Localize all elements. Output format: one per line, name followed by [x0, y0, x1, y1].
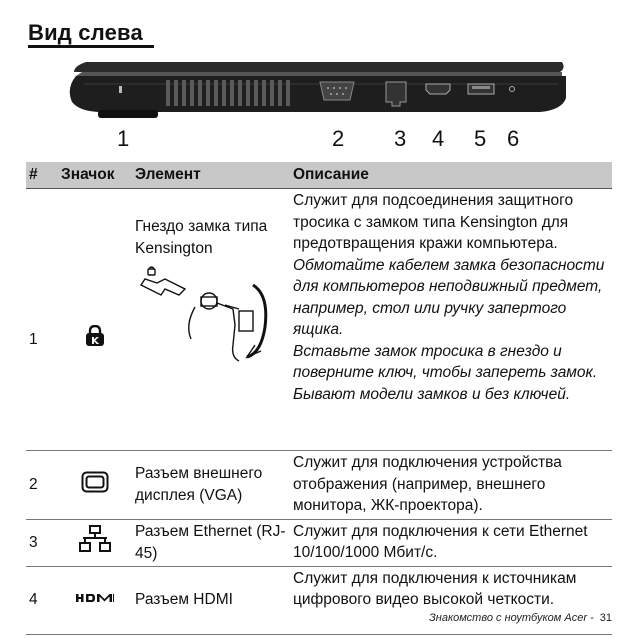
row-icon-cell: [58, 566, 132, 634]
row-element: Гнездо замка типа Kensington: [135, 218, 268, 257]
row-element: Разъем Ethernet (RJ-45): [132, 519, 290, 566]
row-element: Разъем внешнего дисплея (VGA): [132, 451, 290, 520]
row-description-note: Обмотайте кабелем замка безопасности для компьютеров неподвижный предмет, например, стол или ручку запертого ящика.: [293, 256, 605, 338]
row-icon-cell: [58, 189, 132, 451]
row-num: 4: [26, 566, 58, 634]
callout-5: 5: [474, 126, 487, 151]
callout-6: 6: [507, 126, 520, 151]
laptop-left-side-illustration: [62, 58, 572, 124]
table-header-row: [26, 162, 612, 189]
row-element-cell: [132, 189, 290, 451]
ports-table: [26, 162, 612, 635]
page-number: 31: [599, 612, 612, 624]
callout-3: 3: [394, 126, 407, 151]
table-row: [26, 519, 612, 566]
kensington-cable-illustration: [135, 265, 275, 365]
hdmi-logo-icon: [76, 592, 114, 604]
header-icon: Значок: [58, 162, 132, 189]
row-icon-cell: [58, 451, 132, 520]
row-description-note: Бывают модели замков и без ключей.: [293, 385, 571, 403]
kensington-lock-icon: [85, 325, 105, 347]
row-description-cell: [290, 189, 612, 451]
vga-port-icon: [81, 471, 109, 493]
page-footer: [429, 612, 612, 624]
callout-2: 2: [332, 126, 345, 151]
row-element: Разъем HDMI: [132, 566, 290, 634]
svg-text:K: K: [91, 336, 99, 348]
header-num: #: [26, 162, 58, 189]
footer-text: Знакомство с ноутбуком Acer -: [429, 612, 594, 624]
table-row: [26, 451, 612, 520]
callout-1: 1: [117, 126, 130, 151]
row-description: Служит для подключения устройства отображения (например, внешнего монитора, ЖК-проектора).: [290, 451, 612, 520]
row-description-note: Вставьте замок тросика в гнездо и поверните ключ, чтобы запереть замок.: [293, 342, 598, 381]
row-num: 1: [26, 189, 58, 451]
title-underline: [28, 45, 154, 48]
row-num: 2: [26, 451, 58, 520]
header-description: Описание: [290, 162, 612, 189]
section-title: Вид слева: [28, 20, 143, 45]
row-icon-cell: [58, 519, 132, 566]
row-num: 3: [26, 519, 58, 566]
row-description: Служит для подсоединения защитного тросика с замком типа Kensington для предотвращения кражи компьютера.: [293, 192, 574, 252]
table-row: [26, 189, 612, 451]
ethernet-network-icon: [79, 525, 111, 553]
figure-callouts: [0, 126, 638, 154]
row-description: Служит для подключения к сети Ethernet 10/100/1000 Мбит/с.: [290, 519, 612, 566]
row-description: Служит для подключения к источникам цифрового видео высокой четкости.: [290, 566, 612, 634]
callout-4: 4: [432, 126, 445, 151]
header-element: Элемент: [132, 162, 290, 189]
